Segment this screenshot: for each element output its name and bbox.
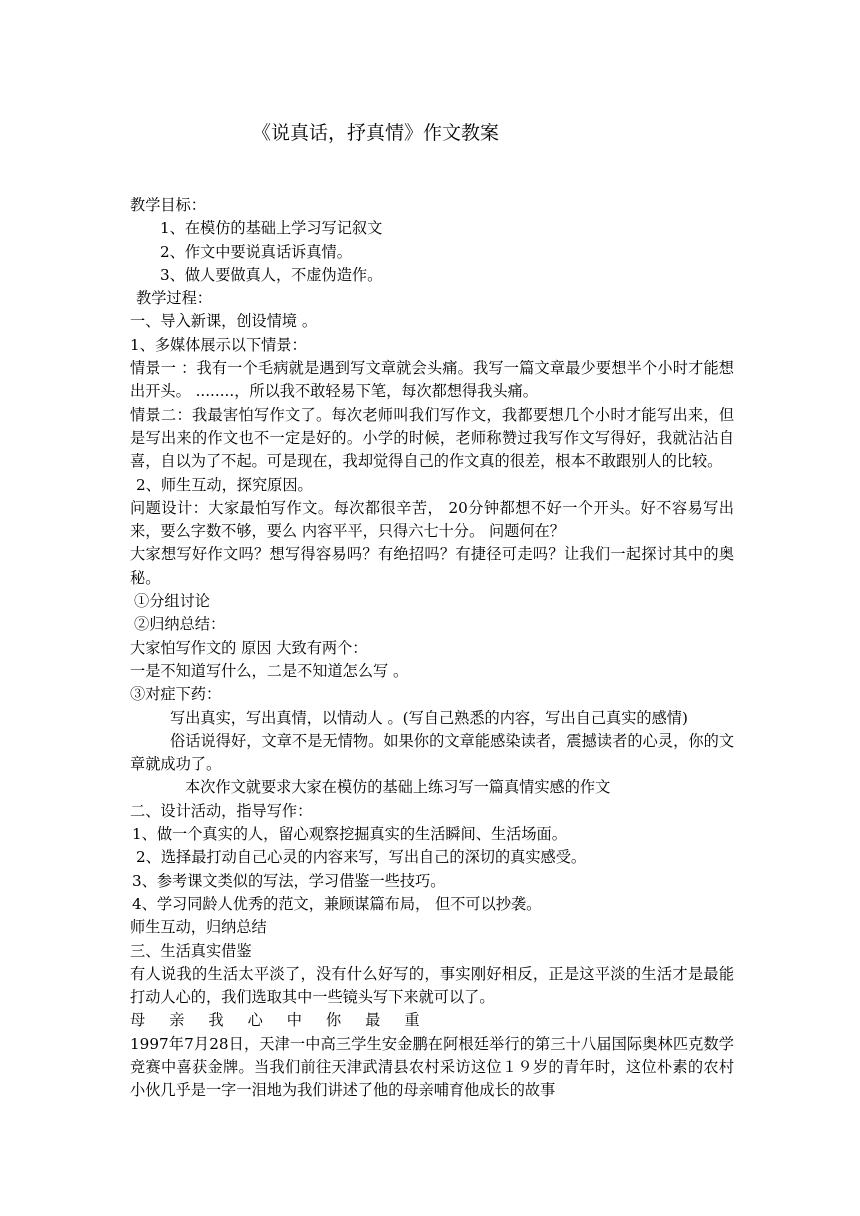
paragraph-line: 一、导入新课，创设情境 。 [130,312,318,331]
paragraph-line: 问题设计：大家最怕写作文。每次都很辛苦， 20分钟都想不好一个开头。好不容易写出来，要么字数不够，要么 内容平平，只得六七十分。 问题何在？ [130,498,734,541]
document-body [130,194,734,1103]
document-title: 《说真话，抒真情》作文教案 [252,122,500,144]
paragraph-line: 4、学习同龄人优秀的范文，兼顾谋篇布局， 但不可以抄袭。 [132,894,542,913]
paragraph-line: 1、做一个真实的人，留心观察挖掘真实的生活瞬间、生活场面。 [132,825,567,844]
paragraph-line: 三、生活真实借鉴 [130,941,252,960]
paragraph-line: 教学目标： [130,196,206,214]
paragraph-line: ②归纳总结： [134,615,226,634]
paragraph-line: 2、作文中要说真话诉真情。 [160,242,352,261]
paragraph-line: 俗话说得好，文章不是无情物。如果你的文章能感染读者，震撼读者的心灵，你的文章就成功了。 [130,731,734,774]
paragraph-line: 2、师生互动，探究原因。 [136,475,313,494]
paragraph-line: 情景二：我最害怕写作文了。每次老师叫我们写作文，我都要想几个小时才能写出来，但是写出来的作文也不一定是好的。小学的时候，老师称赞过我写作文写得好，我就沾沾自喜，自以为了不起。可是现在，我却觉得自己的作文真的很差，根本不敢跟别人的比较。 [130,405,734,471]
paragraph-line: 写出真实，写出真情，以情动人 。(写自己熟悉的内容，写出自己真实的感情) [170,708,688,727]
paragraph-line: 一是不知道写什么，二是不知道怎么写 。 [130,661,409,680]
paragraph-line: 本次作文就要求大家在模仿的基础上练习写一篇真情实感的作文 [185,778,611,797]
paragraph-line: 情景一 ：我有一个毛病就是遇到写文章就会头痛。我写一篇文章最少要想半个小时才能想出开头。 ........，所以我不敢轻易下笔，每次都想得我头痛。 [130,359,734,401]
paragraph-line: 3、做人要做真人，不虚伪造作。 [160,265,383,284]
paragraph-line: 有人说我的生活太平淡了，没有什么好写的，事实刚好相反，正是这平淡的生活才是最能打动人心的，我们选取其中一些镜头写下来就可以了。 [130,964,734,1007]
paragraph-line: 教学过程： [136,289,212,308]
paragraph-line: 1、多媒体展示以下情景： [130,335,307,354]
paragraph-line: 大家怕写作文的 原因 大致有两个： [130,638,368,657]
paragraph-line: 师生互动，归纳总结 [130,918,267,937]
paragraph-line: 3、参考课文类似的写法，学习借鉴一些技巧。 [132,871,446,890]
paragraph-line: 1、在模仿的基础上学习写记叙文 [160,219,383,238]
paragraph-line: 2、选择最打动自己心灵的内容来写，写出自己的深切的真实感受。 [136,848,587,867]
paragraph-line: 二、设计活动，指导写作： [130,801,313,820]
paragraph-line: 大家想写好作文吗？想写得容易吗？有绝招吗？有捷径可走吗？让我们一起探讨其中的奥秘。 [130,545,734,587]
paragraph-line: ①分组讨论 [134,592,210,611]
paragraph-line: ③对症下药： [130,685,222,704]
paragraph-line: 母亲我心中你最重 [130,1011,444,1030]
paragraph-line: 1997年7月28日，天津一中高三学生安金鹏在阿根廷举行的第三十八届国际奥林匹克数学竞赛中喜获金牌。当我们前往天津武清县农村采访这位１９岁的青年时，这位朴素的农村小伙几乎是一字一泪地为我们讲述了他的母亲哺育他成长的故事 [130,1034,734,1100]
